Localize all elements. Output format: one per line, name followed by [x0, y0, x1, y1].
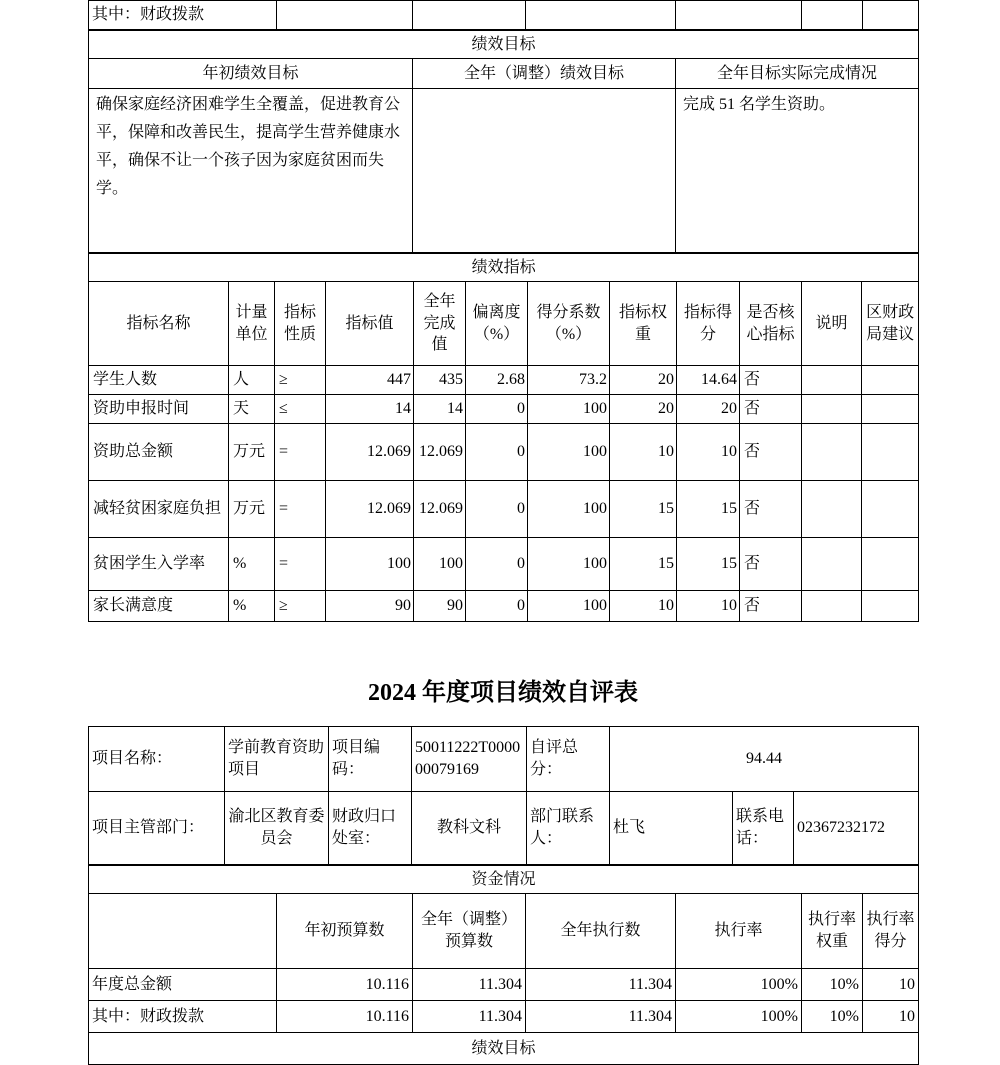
finance-office-label: 财政归口处室：	[329, 792, 412, 865]
table-cell	[802, 1, 863, 30]
table-row	[89, 1, 919, 30]
actual-completion-text: 完成 51 名学生资助。	[676, 89, 919, 253]
table-cell: 11.304	[526, 1001, 676, 1033]
funding-row	[89, 969, 919, 1001]
column-header: 说明	[802, 282, 862, 366]
table-cell	[802, 366, 862, 395]
column-header: 全年（调整）预算数	[413, 894, 526, 969]
table-cell: 11.304	[413, 1001, 526, 1033]
table-cell: 万元	[229, 424, 275, 481]
section-band-funding: 资金情况	[89, 866, 919, 894]
table-cell: 14.64	[677, 366, 740, 395]
finance-office-value: 教科文科	[412, 792, 527, 865]
project-name-value: 学前教育资助项目	[225, 727, 329, 792]
indicator-row	[89, 424, 919, 481]
row-label-cell: 年度总金额	[89, 969, 277, 1001]
table-cell: 11.304	[413, 969, 526, 1001]
table-cell: 73.2	[528, 366, 610, 395]
table-cell	[862, 366, 919, 395]
table-cell: 2.68	[466, 366, 528, 395]
funding-table	[88, 865, 919, 1065]
self-score-label: 自评总分：	[527, 727, 610, 792]
indicator-row	[89, 395, 919, 424]
table-cell: 10.116	[277, 1001, 413, 1033]
table-cell: %	[229, 538, 275, 591]
table-cell: 15	[610, 538, 677, 591]
table-header-row	[89, 894, 919, 969]
column-header: 偏离度（%）	[466, 282, 528, 366]
table-cell: 10	[677, 424, 740, 481]
table-cell: 11.304	[526, 969, 676, 1001]
column-header: 指标名称	[89, 282, 229, 366]
table-cell: 100	[414, 538, 466, 591]
column-header: 区财政局建议	[862, 282, 919, 366]
indicator-name-cell: 减轻贫困家庭负担	[89, 481, 229, 538]
table-cell: 10%	[802, 1001, 863, 1033]
table-cell: 10	[863, 969, 919, 1001]
column-header: 是否核心指标	[740, 282, 802, 366]
column-header: 指标权重	[610, 282, 677, 366]
table-cell	[862, 481, 919, 538]
column-header: 计量单位	[229, 282, 275, 366]
table-cell	[802, 424, 862, 481]
table-cell: 15	[677, 481, 740, 538]
indicator-row	[89, 538, 919, 591]
table-cell	[277, 1, 413, 30]
table-cell: 435	[414, 366, 466, 395]
table-header-row	[89, 282, 919, 366]
contact-person-value: 杜飞	[610, 792, 733, 865]
table-cell: 0	[466, 538, 528, 591]
table-cell	[862, 424, 919, 481]
column-header: 执行率权重	[802, 894, 863, 969]
performance-goals-table	[88, 30, 919, 253]
contact-phone-label: 联系电话：	[733, 792, 794, 865]
table-cell: 否	[740, 538, 802, 591]
table-cell: 14	[414, 395, 466, 424]
competent-department-label: 项目主管部门：	[89, 792, 225, 865]
column-header: 执行率得分	[863, 894, 919, 969]
table-cell: 90	[414, 591, 466, 622]
table-cell	[802, 538, 862, 591]
table-cell: ≤	[275, 395, 326, 424]
column-header: 全年执行数	[526, 894, 676, 969]
table-cell: 10%	[802, 969, 863, 1001]
section-band-row	[89, 254, 919, 282]
table-row	[89, 727, 919, 792]
table-cell: 10	[610, 591, 677, 622]
page-title: 2024 年度项目绩效自评表	[368, 680, 638, 706]
table-cell: 0	[466, 395, 528, 424]
table-cell: 否	[740, 395, 802, 424]
table-cell: 0	[466, 481, 528, 538]
table-cell: 人	[229, 366, 275, 395]
table-cell	[413, 1, 526, 30]
table-cell: 10	[610, 424, 677, 481]
carryover-funding-row-table	[88, 0, 919, 30]
funding-row	[89, 1001, 919, 1033]
table-cell: 14	[326, 395, 414, 424]
table-cell: %	[229, 591, 275, 622]
table-cell: 100	[528, 591, 610, 622]
table-cell: 10	[677, 591, 740, 622]
section-band-row	[89, 866, 919, 894]
indicator-name-cell: 家长满意度	[89, 591, 229, 622]
column-header	[89, 894, 277, 969]
row-label-cell: 其中：财政拨款	[89, 1, 277, 30]
column-header: 指标得分	[677, 282, 740, 366]
table-row	[89, 89, 919, 253]
indicator-name-cell: 学生人数	[89, 366, 229, 395]
table-cell: 20	[610, 395, 677, 424]
table-cell	[802, 591, 862, 622]
table-cell: 否	[740, 481, 802, 538]
adjusted-goal-text	[413, 89, 676, 253]
column-header: 执行率	[676, 894, 802, 969]
contact-person-label: 部门联系人：	[527, 792, 610, 865]
table-cell: 10.116	[277, 969, 413, 1001]
section-band-row	[89, 31, 919, 59]
table-cell: 天	[229, 395, 275, 424]
table-cell: 20	[610, 366, 677, 395]
indicator-name-cell: 资助申报时间	[89, 395, 229, 424]
column-header: 得分系数（%）	[528, 282, 610, 366]
column-header: 年初绩效目标	[89, 59, 413, 89]
table-cell: 12.069	[326, 481, 414, 538]
indicator-row	[89, 366, 919, 395]
table-cell: 100%	[676, 969, 802, 1001]
table-cell	[862, 591, 919, 622]
table-cell: 否	[740, 591, 802, 622]
indicator-row	[89, 481, 919, 538]
table-cell: ≥	[275, 591, 326, 622]
table-cell	[862, 538, 919, 591]
section-band-performance-indicators: 绩效指标	[89, 254, 919, 282]
contact-phone-value: 02367232172	[794, 792, 919, 865]
table-cell: 否	[740, 366, 802, 395]
self-score-value: 94.44	[610, 727, 919, 792]
table-cell	[526, 1, 676, 30]
indicator-name-cell: 资助总金额	[89, 424, 229, 481]
table-cell: =	[275, 538, 326, 591]
table-cell	[802, 481, 862, 538]
column-header: 指标值	[326, 282, 414, 366]
table-cell: 0	[466, 591, 528, 622]
column-header: 年初预算数	[277, 894, 413, 969]
performance-indicators-table	[88, 253, 919, 622]
project-code-value: 50011222T000000079169	[412, 727, 527, 792]
table-cell	[802, 395, 862, 424]
table-cell: 15	[610, 481, 677, 538]
table-cell: 100%	[676, 1001, 802, 1033]
table-row	[89, 792, 919, 865]
table-cell	[676, 1, 802, 30]
table-header-row	[89, 59, 919, 89]
table-cell: 12.069	[414, 424, 466, 481]
project-name-label: 项目名称：	[89, 727, 225, 792]
indicator-name-cell: 贫困学生入学率	[89, 538, 229, 591]
table-cell	[863, 1, 919, 30]
table-cell: 100	[528, 481, 610, 538]
project-info-table	[88, 726, 919, 865]
initial-goal-text: 确保家庭经济困难学生全覆盖，促进教育公平，保障和改善民生，提高学生营养健康水平，确保不让一个孩子因为家庭贫困而失学。	[89, 89, 413, 253]
table-cell	[862, 395, 919, 424]
table-cell: =	[275, 481, 326, 538]
table-cell: 100	[528, 424, 610, 481]
indicator-row	[89, 591, 919, 622]
table-cell: 90	[326, 591, 414, 622]
table-cell: 10	[863, 1001, 919, 1033]
table-cell: 447	[326, 366, 414, 395]
section-band-performance-goals-bottom: 绩效目标	[89, 1033, 919, 1065]
column-header: 全年目标实际完成情况	[676, 59, 919, 89]
table-cell: 万元	[229, 481, 275, 538]
row-label-cell: 其中：财政拨款	[89, 1001, 277, 1033]
table-cell: =	[275, 424, 326, 481]
table-cell: 12.069	[414, 481, 466, 538]
table-cell: 20	[677, 395, 740, 424]
section-band-performance-goals: 绩效目标	[89, 31, 919, 59]
table-cell: 100	[528, 538, 610, 591]
column-header: 指标性质	[275, 282, 326, 366]
column-header: 全年（调整）绩效目标	[413, 59, 676, 89]
project-code-label: 项目编码：	[329, 727, 412, 792]
table-cell: ≥	[275, 366, 326, 395]
section-band-row	[89, 1033, 919, 1065]
table-cell: 12.069	[326, 424, 414, 481]
column-header: 全年完成值	[414, 282, 466, 366]
competent-department-value: 渝北区教育委员会	[225, 792, 329, 865]
table-cell: 15	[677, 538, 740, 591]
table-cell: 0	[466, 424, 528, 481]
table-cell: 否	[740, 424, 802, 481]
table-cell: 100	[528, 395, 610, 424]
table-cell: 100	[326, 538, 414, 591]
